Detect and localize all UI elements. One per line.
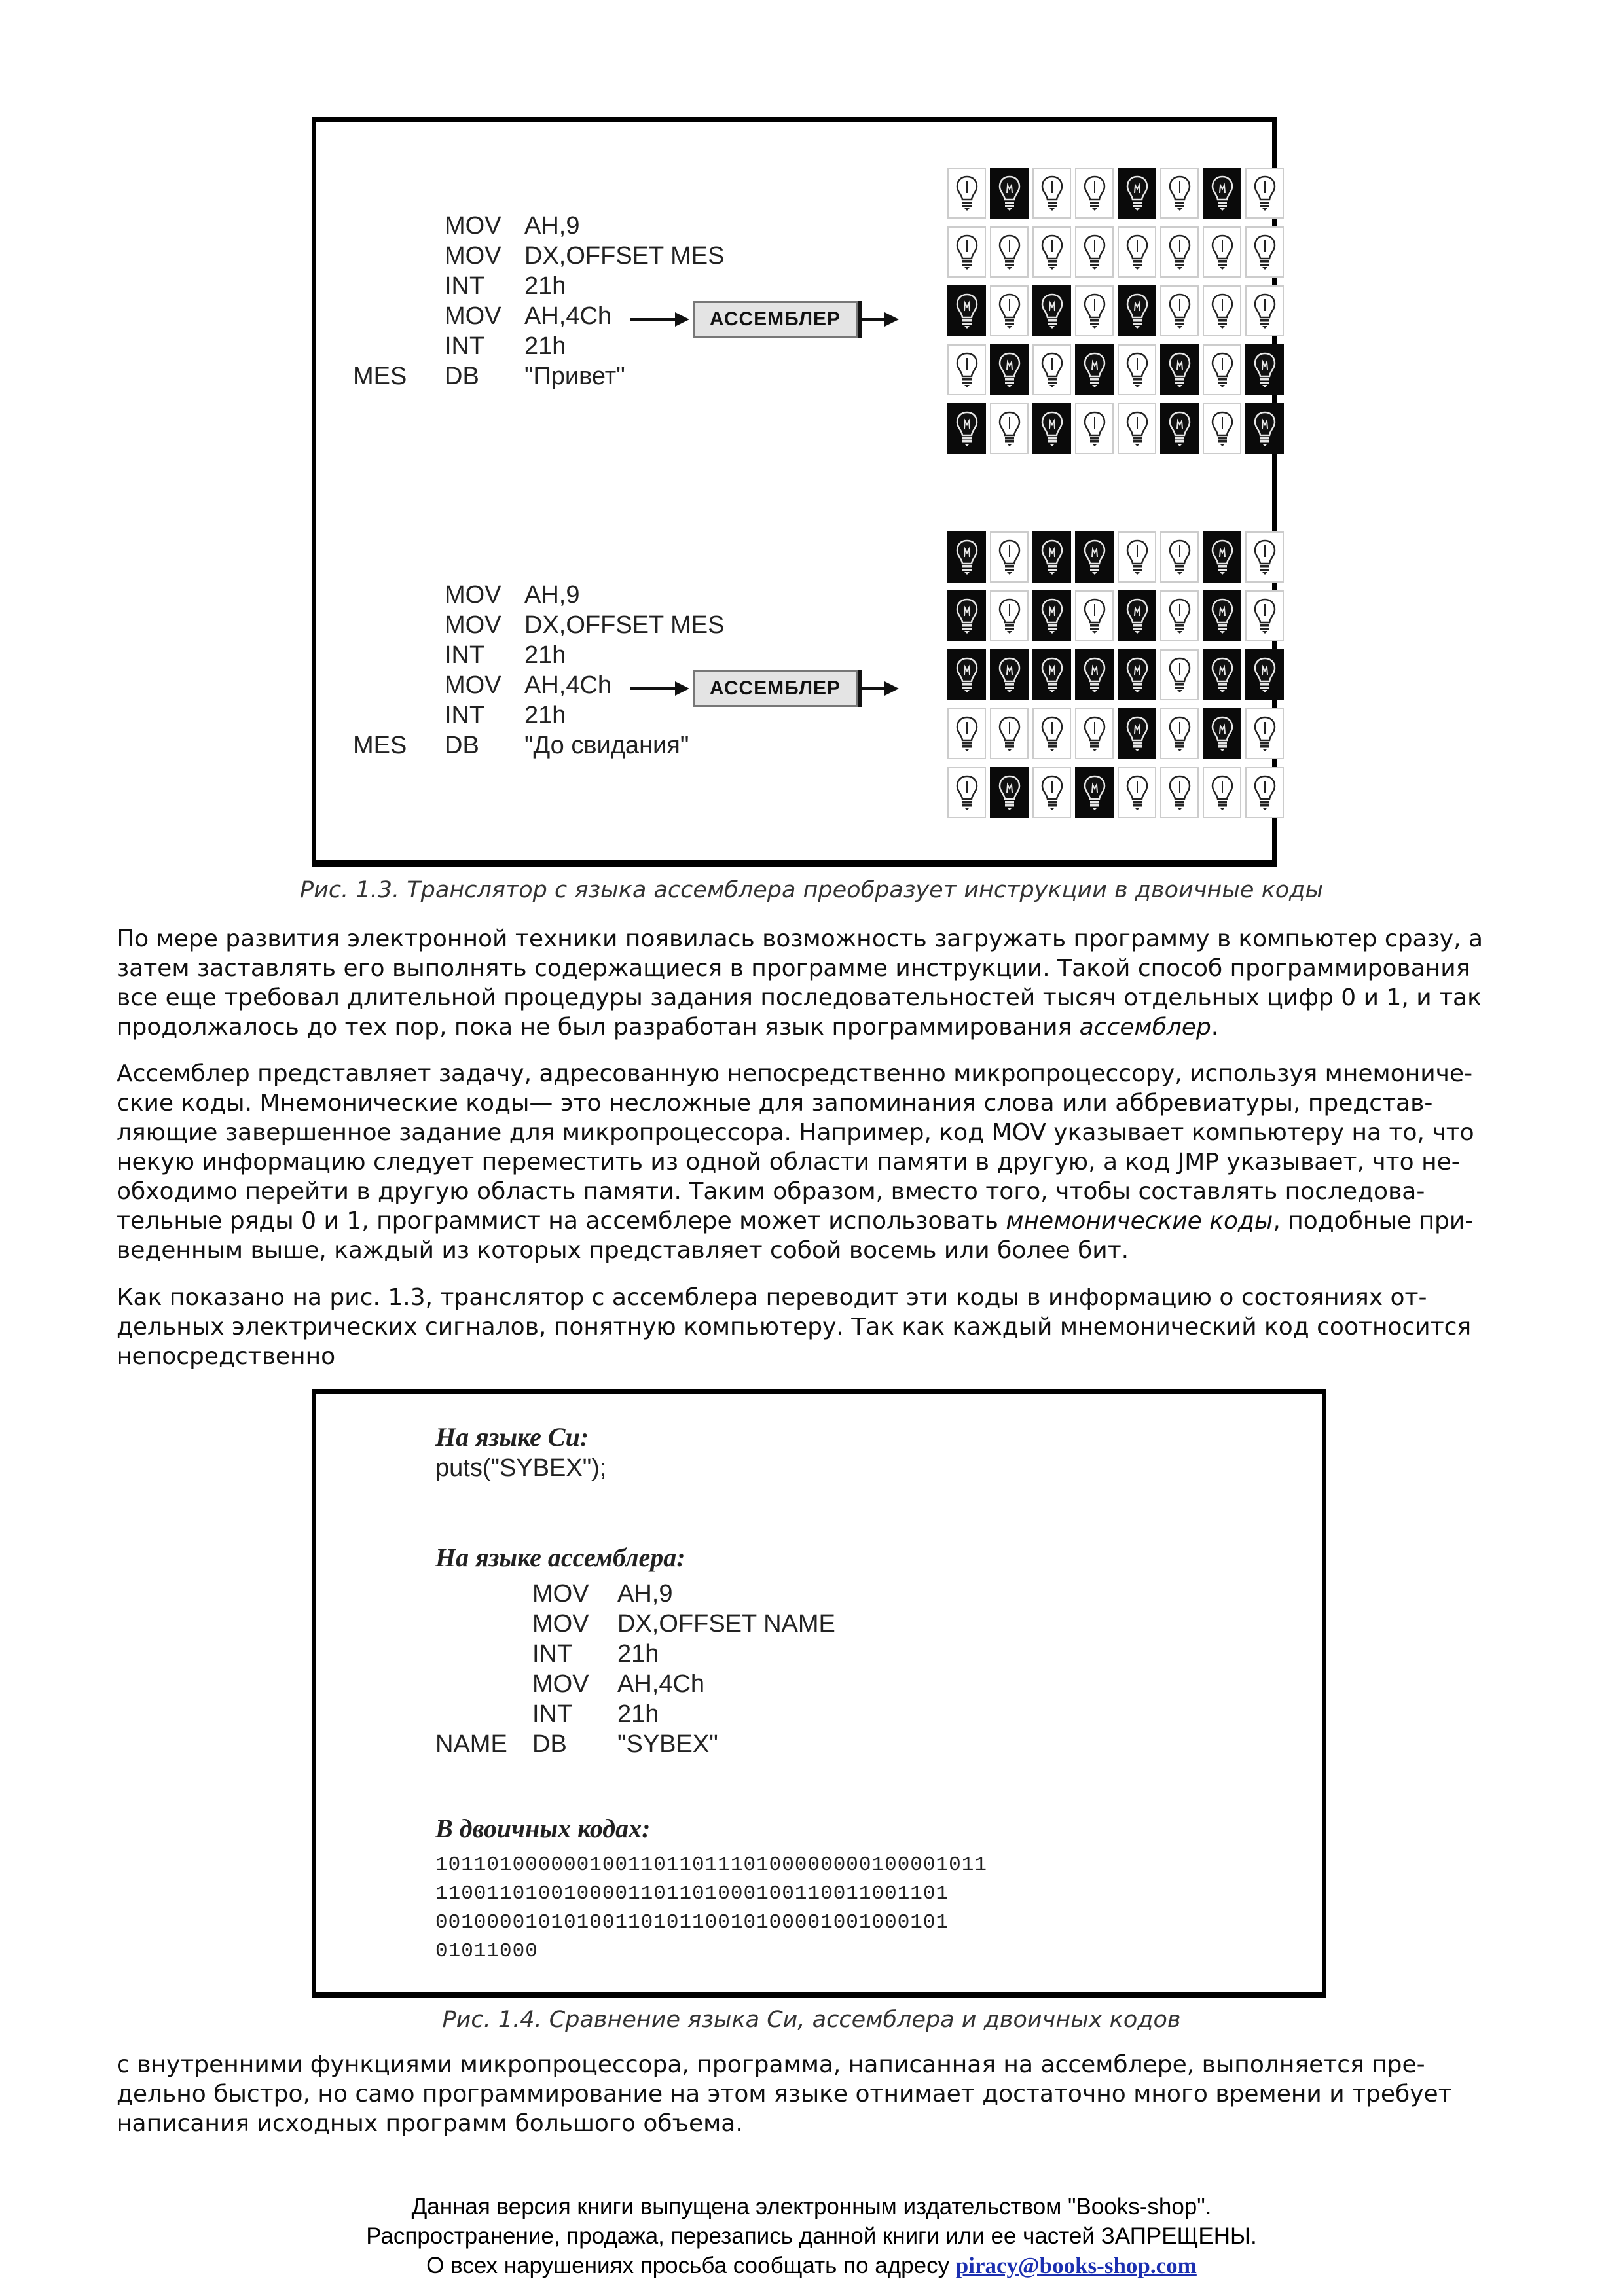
unlit-bulb-icon: [1211, 598, 1234, 634]
lit-bulb-icon: [1211, 293, 1234, 329]
code-arg: 21h: [617, 1640, 659, 1668]
lit-bulb-icon: [1168, 293, 1192, 329]
bit-cell-one: [1160, 708, 1199, 759]
footer-report-line: [0, 2253, 1623, 2279]
bit-cell-one: [1118, 767, 1156, 818]
bit-cell-zero: [947, 590, 986, 641]
code-line: [353, 211, 720, 241]
footer-publisher-note: Данная версия книги выпущена электронным издательством "Books-shop".: [411, 2194, 1212, 2219]
unlit-bulb-icon: [1040, 656, 1064, 693]
bit-cell-one: [990, 531, 1029, 583]
code-op: INT: [445, 272, 485, 300]
bit-cell-zero: [990, 344, 1029, 395]
bit-cell-one: [1160, 531, 1199, 583]
code-line: [353, 640, 720, 670]
bit-cell-zero: [1032, 285, 1071, 336]
code-line: [435, 1729, 894, 1759]
footer-email-link[interactable]: piracy@books-shop.com: [955, 2253, 1197, 2278]
unlit-bulb-icon: [1125, 598, 1149, 634]
lit-bulb-icon: [1253, 293, 1277, 329]
bit-cell-one: [990, 403, 1029, 454]
code-arg: DX,OFFSET MES: [524, 611, 725, 639]
arrow-shaft: [630, 687, 676, 690]
lit-bulb-icon: [1083, 715, 1106, 752]
bit-cell-one: [1032, 168, 1071, 219]
bit-cell-zero: [1245, 649, 1284, 700]
bit-cell-one: [1245, 531, 1284, 583]
code-op: MOV: [445, 242, 501, 270]
paragraph-1-text: По мере развития электронной техники появилась возможность загружать программу в компьютер сразу, а затем заставлять его выполнять содержащиеся в программе инструкции. Такой способ программирования все еще требовал длительной процедуры задания последовательностей тысяч отдельных цифр 0 и 1, и так продолжалось до тех пор, пока не был разработан язык программирования: [117, 925, 1484, 1041]
lit-bulb-icon: [1040, 234, 1064, 270]
code-line: [353, 610, 725, 640]
unlit-bulb-icon: [1211, 175, 1234, 211]
paragraph-2: [117, 1059, 1498, 1265]
code-arg: AH,4Ch: [524, 302, 612, 330]
bit-cell-one: [1245, 767, 1284, 818]
bit-cell-one: [947, 344, 986, 395]
c-language-heading: На языке Си:: [435, 1422, 589, 1452]
code-arg: "SYBEX": [617, 1731, 718, 1758]
bit-cell-zero: [1118, 168, 1156, 219]
lit-bulb-icon: [998, 715, 1021, 752]
unlit-bulb-icon: [955, 656, 979, 693]
code-arg: 21h: [524, 702, 566, 729]
unlit-bulb-icon: [1040, 598, 1064, 634]
bit-cell-one: [1203, 344, 1241, 395]
bit-cell-zero: [1032, 403, 1071, 454]
figure-1-4-caption: Рис. 1.4. Сравнение языка Си, ассемблера и двоичных кодов: [442, 2007, 1181, 2033]
bit-cell-one: [1075, 403, 1114, 454]
bit-cell-one: [1245, 226, 1284, 278]
code-arg: 21h: [524, 641, 566, 669]
code-arg: AH,9: [524, 581, 580, 609]
lit-bulb-icon: [1253, 175, 1277, 211]
arrow-shaft: [860, 687, 886, 690]
lit-bulb-icon: [1211, 351, 1234, 388]
lit-bulb-icon: [1168, 656, 1192, 693]
bit-cell-one: [1160, 649, 1199, 700]
code-arg: AH,4Ch: [524, 672, 612, 699]
bit-cell-zero: [1118, 649, 1156, 700]
bit-cell-zero: [1160, 344, 1199, 395]
bit-cell-one: [990, 226, 1029, 278]
code-line: [435, 1609, 894, 1639]
lit-bulb-icon: [1125, 539, 1149, 575]
bit-cell-one: [1075, 285, 1114, 336]
bit-cell-zero: [990, 767, 1029, 818]
code-arg: 21h: [524, 332, 566, 360]
unlit-bulb-icon: [998, 351, 1021, 388]
arrow-head: [884, 681, 899, 696]
bit-cell-one: [1203, 285, 1241, 336]
lit-bulb-icon: [1211, 410, 1234, 447]
unlit-bulb-icon: [1125, 715, 1149, 752]
code-label: MES: [353, 363, 407, 390]
bit-cell-zero: [1160, 403, 1199, 454]
unlit-bulb-icon: [1125, 293, 1149, 329]
unlit-bulb-icon: [1168, 351, 1192, 388]
lit-bulb-icon: [1083, 598, 1106, 634]
code-op: MOV: [532, 1580, 589, 1607]
lit-bulb-icon: [998, 293, 1021, 329]
bit-cell-zero: [947, 531, 986, 583]
bit-cell-one: [1203, 403, 1241, 454]
lit-bulb-icon: [1125, 234, 1149, 270]
c-code-line: puts("SYBEX");: [435, 1454, 607, 1482]
code-op: MOV: [445, 212, 501, 240]
binary-heading: В двоичных кодах:: [435, 1814, 651, 1843]
lit-bulb-icon: [1040, 774, 1064, 811]
unlit-bulb-icon: [998, 774, 1021, 811]
code-op: MOV: [445, 672, 501, 699]
code-op: INT: [445, 641, 485, 669]
bit-cell-one: [1245, 590, 1284, 641]
lit-bulb-icon: [1253, 715, 1277, 752]
lit-bulb-icon: [955, 234, 979, 270]
bit-cell-one: [1203, 767, 1241, 818]
lit-bulb-icon: [1168, 715, 1192, 752]
bit-cell-one: [1075, 168, 1114, 219]
code-line: [353, 730, 720, 761]
unlit-bulb-icon: [1253, 351, 1277, 388]
bit-cell-one: [1075, 708, 1114, 759]
code-arg: "До свидания": [524, 732, 689, 759]
code-arg: DX,OFFSET MES: [524, 242, 725, 270]
code-arg: DX,OFFSET NAME: [617, 1610, 835, 1638]
figure-1-3-caption: Рис. 1.3. Транслятор с языка ассемблера преобразует инструкции в двоичные коды: [300, 877, 1323, 903]
bit-cell-one: [990, 590, 1029, 641]
bit-cell-one: [1118, 531, 1156, 583]
bit-cell-one: [1032, 226, 1071, 278]
code-arg: AH,9: [524, 212, 580, 240]
unlit-bulb-icon: [1253, 410, 1277, 447]
code-line: [435, 1699, 894, 1729]
figure-1-3: [312, 117, 1277, 867]
bit-cell-zero: [1075, 531, 1114, 583]
code-arg: 21h: [524, 272, 566, 300]
lit-bulb-icon: [998, 539, 1021, 575]
bit-cell-zero: [1118, 590, 1156, 641]
code-arg: AH,9: [617, 1580, 673, 1607]
code-op: INT: [445, 332, 485, 360]
lit-bulb-icon: [1040, 351, 1064, 388]
bit-cell-zero: [1032, 590, 1071, 641]
bit-cell-one: [1118, 226, 1156, 278]
lit-bulb-icon: [955, 774, 979, 811]
lit-bulb-icon: [998, 598, 1021, 634]
bit-cell-one: [1160, 168, 1199, 219]
bit-cell-one: [1245, 708, 1284, 759]
unlit-bulb-icon: [1168, 410, 1192, 447]
binary-code-line: 0010000101010011010110010100001001000101: [435, 1911, 949, 1934]
code-line: [353, 241, 725, 271]
unlit-bulb-icon: [998, 656, 1021, 693]
lit-bulb-icon: [955, 351, 979, 388]
code-label: NAME: [435, 1731, 507, 1758]
bit-cell-one: [1160, 285, 1199, 336]
bit-cell-one: [947, 226, 986, 278]
lit-bulb-icon: [1253, 598, 1277, 634]
unlit-bulb-icon: [1083, 774, 1106, 811]
code-arg: 21h: [617, 1700, 659, 1728]
unlit-bulb-icon: [1125, 175, 1149, 211]
paragraph-4: с внутренними функциями микропроцессора, программа, написанная на ассемблере, выполняется пре-дельно быстро, но само программирование на этом языке отнимает достаточно много времени и требует написания исходных программ большого объема.: [117, 2051, 1452, 2137]
bit-cell-zero: [1075, 344, 1114, 395]
code-line: [435, 1579, 894, 1609]
binary-code-line: 1100110100100001101101000100110011001101: [435, 1882, 949, 1905]
code-op: INT: [532, 1640, 573, 1668]
code-op: MOV: [445, 302, 501, 330]
bit-cell-zero: [947, 285, 986, 336]
bit-cell-one: [1075, 590, 1114, 641]
binary-state-grid-1: [947, 168, 1284, 454]
bit-cell-zero: [1118, 285, 1156, 336]
bit-cell-zero: [990, 168, 1029, 219]
assembler-box: АССЕМБЛЕР: [693, 301, 858, 338]
unlit-bulb-icon: [1040, 293, 1064, 329]
paragraph-1: [117, 924, 1498, 1042]
lit-bulb-icon: [1040, 715, 1064, 752]
code-op: MOV: [532, 1610, 589, 1638]
bit-cell-zero: [1032, 531, 1071, 583]
bit-cell-zero: [1075, 649, 1114, 700]
lit-bulb-icon: [1040, 175, 1064, 211]
bit-cell-zero: [990, 649, 1029, 700]
code-op: MOV: [445, 611, 501, 639]
unlit-bulb-icon: [955, 539, 979, 575]
bit-cell-zero: [1032, 649, 1071, 700]
bit-cell-one: [1032, 344, 1071, 395]
lit-bulb-icon: [1253, 774, 1277, 811]
bit-cell-zero: [1245, 344, 1284, 395]
bit-cell-one: [1032, 767, 1071, 818]
bit-cell-zero: [1118, 708, 1156, 759]
bit-cell-one: [1203, 226, 1241, 278]
unlit-bulb-icon: [998, 175, 1021, 211]
lit-bulb-icon: [1168, 539, 1192, 575]
lit-bulb-icon: [955, 175, 979, 211]
bit-cell-one: [1075, 226, 1114, 278]
arrow-head: [884, 312, 899, 327]
unlit-bulb-icon: [955, 410, 979, 447]
lit-bulb-icon: [1168, 598, 1192, 634]
bit-cell-one: [990, 285, 1029, 336]
paragraph-2-emphasis: мнемонические коды: [1006, 1208, 1273, 1234]
code-line: [435, 1639, 894, 1669]
lit-bulb-icon: [998, 234, 1021, 270]
lit-bulb-icon: [1253, 539, 1277, 575]
code-line: [353, 580, 720, 610]
binary-code-line: 1011010000001001101101110100000000100001011: [435, 1854, 987, 1876]
bit-cell-one: [1160, 767, 1199, 818]
bit-cell-one: [1245, 168, 1284, 219]
code-op: INT: [445, 702, 485, 729]
bit-cell-one: [1160, 590, 1199, 641]
bit-cell-one: [1245, 285, 1284, 336]
bit-cell-zero: [947, 649, 986, 700]
lit-bulb-icon: [1168, 774, 1192, 811]
binary-code-line: 01011000: [435, 1940, 538, 1963]
paragraph-1-emphasis: ассемблер: [1079, 1014, 1211, 1041]
unlit-bulb-icon: [1040, 539, 1064, 575]
arrow-head: [675, 312, 689, 327]
paragraph-3: Как показано на рис. 1.3, транслятор с ассемблера переводит эти коды в информацию о состояниях от-дельных электрических сигналов, понятную компьютеру. Так как каждый мнемонический код соотносится непосредственно: [117, 1284, 1472, 1370]
lit-bulb-icon: [998, 410, 1021, 447]
bit-cell-one: [1118, 344, 1156, 395]
bit-cell-zero: [1203, 649, 1241, 700]
code-line: [353, 361, 720, 391]
unlit-bulb-icon: [1083, 351, 1106, 388]
code-arg: "Привет": [524, 363, 625, 390]
binary-state-grid-2: [947, 531, 1284, 818]
code-op: MOV: [532, 1670, 589, 1698]
code-label: MES: [353, 732, 407, 759]
bit-cell-one: [1032, 708, 1071, 759]
arrow-shaft: [630, 318, 676, 321]
bit-cell-one: [1118, 403, 1156, 454]
unlit-bulb-icon: [1211, 715, 1234, 752]
lit-bulb-icon: [1083, 410, 1106, 447]
unlit-bulb-icon: [955, 598, 979, 634]
footer-copyright-warning: Распространение, продажа, перезапись данной книги или ее частей ЗАПРЕЩЕНЫ.: [366, 2223, 1257, 2249]
bit-cell-one: [947, 168, 986, 219]
unlit-bulb-icon: [1211, 539, 1234, 575]
lit-bulb-icon: [955, 715, 979, 752]
assembly-listing-3: [435, 1579, 894, 1759]
lit-bulb-icon: [1083, 234, 1106, 270]
lit-bulb-icon: [1168, 234, 1192, 270]
arrow-head: [675, 681, 689, 696]
figure-1-4: [312, 1389, 1326, 1998]
code-line: [435, 1669, 894, 1699]
bit-cell-zero: [1203, 531, 1241, 583]
lit-bulb-icon: [1125, 410, 1149, 447]
unlit-bulb-icon: [1083, 656, 1106, 693]
lit-bulb-icon: [1125, 774, 1149, 811]
bit-cell-one: [990, 708, 1029, 759]
code-op: INT: [532, 1700, 573, 1728]
bit-cell-one: [1160, 226, 1199, 278]
assembler-box: АССЕМБЛЕР: [693, 670, 858, 707]
code-op: MOV: [445, 581, 501, 609]
paragraph-2-end: , подобные при-веденным выше, каждый из которых представляет собой восемь или более бит.: [117, 1208, 1474, 1264]
paragraph-2-text: Ассемблер представляет задачу, адресованную непосредственно микропроцессору, используя мнемониче-ские коды. Мнемонические коды— это несложные для запоминания слова или аббревиатуры, представ-ляющие завершенное задание для микропроцессора. Например, код MOV указывает компьютеру на то, что некую информацию следует переместить из одной области памяти в другую, а код JMP указывает, что не-обходимо перейти в другую область памяти. Таким образом, вместо того, чтобы составлять последова-тельные ряды 0 и 1, программист на ассемблере может использовать: [117, 1060, 1474, 1234]
lit-bulb-icon: [1253, 234, 1277, 270]
bit-cell-one: [947, 767, 986, 818]
footer-report-text: О всех нарушениях просьба сообщать по адресу: [426, 2253, 956, 2278]
lit-bulb-icon: [1211, 774, 1234, 811]
code-line: [353, 271, 720, 301]
unlit-bulb-icon: [1083, 539, 1106, 575]
bit-cell-one: [947, 708, 986, 759]
unlit-bulb-icon: [1040, 410, 1064, 447]
bit-cell-zero: [947, 403, 986, 454]
assembly-heading: На языке ассемблера:: [435, 1543, 685, 1572]
code-op: DB: [445, 363, 479, 390]
lit-bulb-icon: [1083, 293, 1106, 329]
code-op: DB: [532, 1731, 567, 1758]
lit-bulb-icon: [1125, 351, 1149, 388]
unlit-bulb-icon: [955, 293, 979, 329]
bit-cell-zero: [1245, 403, 1284, 454]
bit-cell-zero: [1203, 590, 1241, 641]
arrow-shaft: [860, 318, 886, 321]
lit-bulb-icon: [1083, 175, 1106, 211]
bit-cell-zero: [1203, 168, 1241, 219]
unlit-bulb-icon: [1125, 656, 1149, 693]
lit-bulb-icon: [1168, 175, 1192, 211]
unlit-bulb-icon: [1253, 656, 1277, 693]
bit-cell-zero: [1203, 708, 1241, 759]
bit-cell-zero: [1075, 767, 1114, 818]
code-arg: AH,4Ch: [617, 1670, 705, 1698]
lit-bulb-icon: [1211, 234, 1234, 270]
paragraph-1-end: .: [1211, 1014, 1219, 1041]
unlit-bulb-icon: [1211, 656, 1234, 693]
code-op: DB: [445, 732, 479, 759]
